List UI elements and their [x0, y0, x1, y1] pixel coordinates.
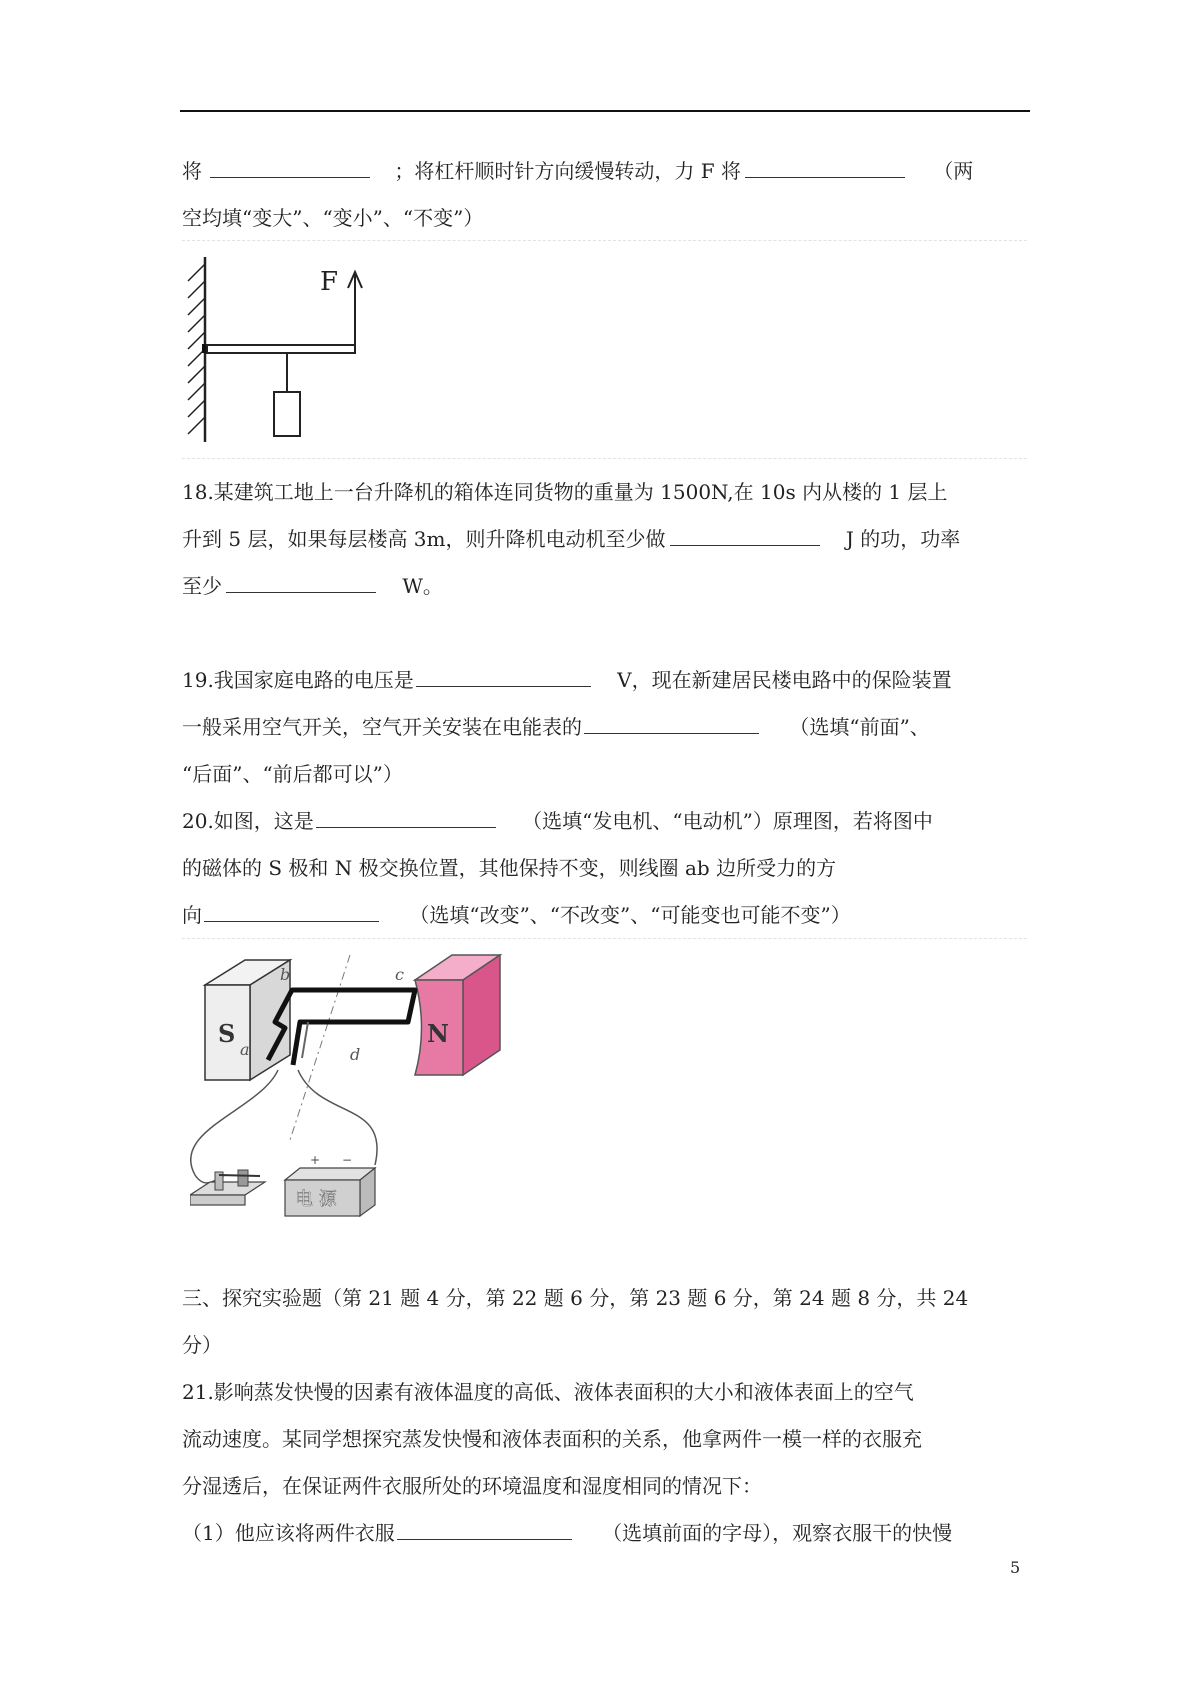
q20-line-2: 的磁体的 S 极和 N 极交换位置，其他保持不变，则线圈 ab 边所受力的方: [182, 856, 837, 880]
wire-right: [298, 1070, 377, 1165]
wire-left: [191, 1070, 278, 1183]
q20-text: （选填“改变”、“不改变”、“可能变也可能不变”）: [409, 903, 851, 927]
q19-text: 19.我国家庭电路的电压是: [182, 668, 414, 692]
answer-blank[interactable]: [204, 901, 379, 922]
header-rule: [180, 110, 1030, 112]
separator: [182, 938, 1027, 939]
answer-blank[interactable]: [416, 666, 591, 687]
switch: [190, 1170, 265, 1205]
q20-text: （选填“发电机、“电动机”）原理图，若将图中: [522, 809, 933, 833]
q19-text: （选填“前面”、: [789, 715, 930, 739]
q21-text: （1）他应该将两件衣服: [182, 1521, 395, 1545]
q17-text: （两: [933, 159, 974, 183]
q18-text: 升到 5 层，如果每层楼高 3m，则升降机电动机至少做: [182, 527, 666, 551]
label-b: b: [280, 965, 291, 984]
answer-blank[interactable]: [316, 807, 496, 828]
lever-figure: [180, 252, 400, 452]
q19-line-2: [182, 713, 930, 741]
q18-text: 至少: [182, 574, 222, 598]
label-a: a: [240, 1040, 250, 1059]
q21-line-1: 21.影响蒸发快慢的因素有液体温度的高低、液体表面积的大小和液体表面上的空气: [182, 1380, 914, 1404]
section3-heading-1: 三、探究实验题（第 21 题 4 分，第 22 题 6 分，第 23 题 6 分，第 24 题 8 分，共 24: [182, 1286, 969, 1310]
q18-text: W。: [402, 574, 443, 598]
q21-line-4: [182, 1519, 952, 1547]
page-number: 5: [1010, 1558, 1021, 1577]
label-d: d: [350, 1045, 361, 1064]
answer-blank[interactable]: [210, 157, 370, 178]
label-c: c: [395, 965, 404, 984]
q18-line-2: [182, 525, 960, 553]
answer-blank[interactable]: [670, 525, 820, 546]
q20-line-1: [182, 807, 933, 835]
n-pole-label: N: [427, 1019, 449, 1048]
lever-bar: [207, 345, 355, 353]
power-label: 电 源: [295, 1189, 337, 1210]
q18-line-1: 18.某建筑工地上一台升降机的箱体连同货物的重量为 1500N,在 10s 内从楼的 1 层上: [182, 480, 948, 504]
answer-blank[interactable]: [226, 572, 376, 593]
q19-text: V，现在新建居民楼电路中的保险装置: [617, 668, 952, 692]
motor-diagram: [190, 950, 510, 1220]
q20-text: 20.如图，这是: [182, 809, 314, 833]
force-label: F: [320, 267, 339, 297]
coil-inner: [302, 1022, 308, 1058]
q21-text: （选填前面的字母），观察衣服干的快慢: [602, 1521, 953, 1545]
power-supply: [285, 1153, 375, 1216]
answer-blank[interactable]: [745, 157, 905, 178]
answer-blank[interactable]: [584, 713, 759, 734]
q21-line-2: 流动速度。某同学想探究蒸发快慢和液体表面积的关系，他拿两件一模一样的衣服充: [182, 1427, 922, 1451]
magnet-n: [415, 955, 500, 1075]
q20-line-3: [182, 901, 851, 929]
q17-text: ；将杠杆顺时针方向缓慢转动，力 F 将: [394, 159, 741, 183]
q21-line-3: 分湿透后，在保证两件衣服所处的环境温度和湿度相同的情况下：: [182, 1474, 762, 1498]
answer-blank[interactable]: [397, 1519, 572, 1540]
q19-text: 一般采用空气开关，空气开关安装在电能表的: [182, 715, 582, 739]
q19-line-1: [182, 666, 952, 694]
weight-block: [274, 392, 300, 436]
q18-line-3: [182, 572, 443, 600]
q19-line-3: “后面”、“前后都可以”）: [182, 762, 403, 786]
rotation-axis: [290, 955, 350, 1140]
minus-terminal: −: [342, 1153, 353, 1167]
q18-text: J 的功，功率: [845, 527, 961, 551]
separator: [182, 458, 1027, 459]
separator: [182, 240, 1027, 241]
section3-heading-2: 分）: [182, 1333, 222, 1357]
plus-terminal: +: [310, 1153, 321, 1167]
s-pole-label: S: [218, 1019, 236, 1048]
q17-text: 将: [182, 159, 202, 183]
q17-line-1: [182, 157, 973, 185]
q20-text: 向: [182, 903, 202, 927]
q17-line-2: 空均填“变大”、“变小”、“不变”）: [182, 206, 484, 230]
